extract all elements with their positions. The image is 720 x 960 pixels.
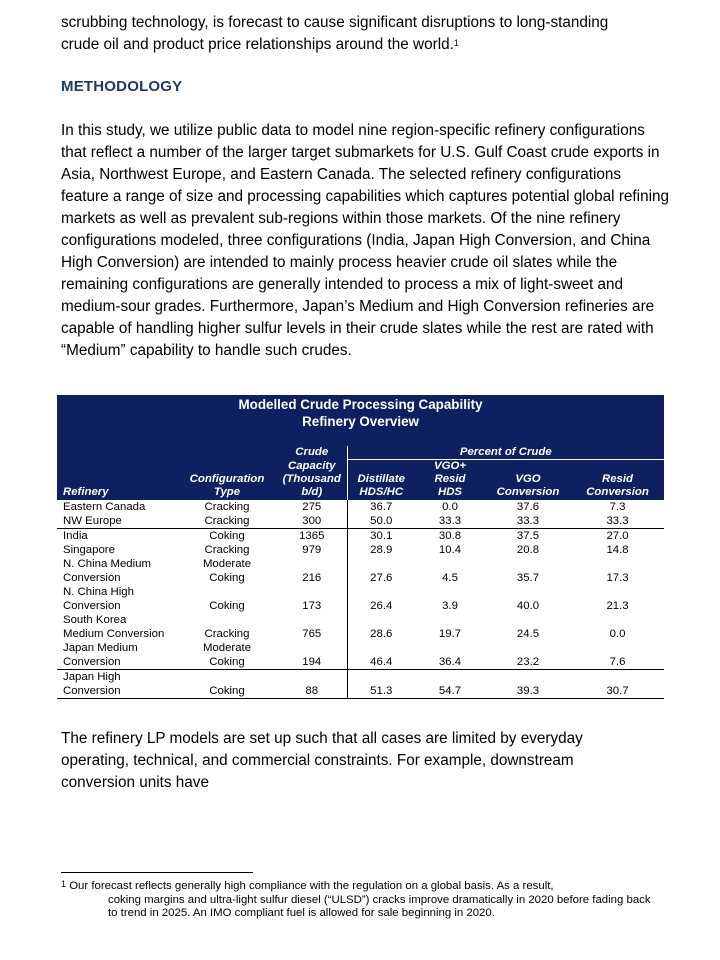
distillate-value: 26.4 [347,585,415,613]
configuration-type: Coking [177,529,277,544]
distillate-value: 28.9 [347,543,415,557]
vgo-resid-value: 30.8 [415,529,485,544]
intro-line-1: scrubbing technology, is forecast to cause significant disruptions to long-standing [61,14,609,31]
vgo-resid-value: 54.7 [415,670,485,699]
configuration-type: Coking [209,600,245,612]
table-row [57,543,664,557]
refinery-name: N. China High Conversion [63,586,134,612]
vgo-conversion-value: 37.5 [485,529,571,544]
footnote-line-1: Our forecast reflects generally high compliance with the regulation on a global basis. As a result, [69,880,554,892]
vgo-resid-value: 33.3 [438,515,462,527]
header-vgo-conversion: VGO Conversion [485,460,571,501]
header-resid-conversion: Resid Conversion [571,460,664,501]
refinery-name: Eastern Canada [63,501,146,513]
after-table-paragraph: The refinery LP models are set up such that all cases are limited by everyday operating, technical, and commercial constraints. For example, downstream conversion units have [61,730,583,791]
refinery-name: Singapore [63,544,115,556]
header-crude: Crude [277,446,347,460]
refinery-name: Japan Medium Conversion [63,642,138,668]
configuration-type: Cracking [204,544,250,556]
crude-capacity: 765 [302,628,322,640]
table-title-line-2: Refinery Overview [302,414,419,429]
resid-conversion-value: 17.3 [606,572,629,584]
refinery-name: Japan High Conversion [57,670,177,699]
table-row [57,500,664,514]
resid-conversion-value: 7.3 [609,501,626,513]
footnote-continuation: coking margins and ultra-light sulfur diesel (“ULSD”) cracks improve dramatically in 2020 before fading back to trend in 2025. An IMO compliant fuel is allowed for sale beginning in 2020. [108,893,651,919]
vgo-resid-value: 4.5 [442,572,458,584]
header-distillate: Distillate HDS/HC [347,460,415,501]
configuration-type: Cracking [204,501,250,513]
header-configuration-type: Configuration Type [177,460,277,501]
vgo-conversion-value: 24.5 [516,628,540,640]
refinery-name: NW Europe [63,515,122,527]
vgo-conversion-value: 37.6 [516,501,540,513]
configuration-type: Moderate Coking [202,642,252,668]
refinery-name: N. China Medium Conversion [63,558,151,584]
vgo-resid-value: 0.0 [442,501,458,513]
crude-capacity: 275 [302,501,322,513]
intro-line-2: crude oil and product price relationships around the world. [61,36,454,53]
distillate-value: 51.3 [347,670,415,699]
resid-conversion-value: 27.0 [571,529,664,544]
resid-conversion-value: 33.3 [606,515,629,527]
vgo-conversion-value: 33.3 [516,515,540,527]
footnote-reference[interactable]: 1 [453,38,459,48]
distillate-value: 36.7 [347,500,415,514]
header-capacity: Capacity (Thousand b/d) [277,460,347,501]
footnote-divider [61,872,253,873]
crude-capacity: 1365 [277,529,347,544]
distillate-value: 30.1 [347,529,415,544]
footnote [61,880,651,921]
crude-capacity: 88 [277,670,347,699]
vgo-resid-value: 36.4 [438,656,462,668]
resid-conversion-value: 7.6 [609,656,626,668]
crude-capacity: 300 [302,515,322,527]
table-row [57,514,664,529]
refinery-overview-table [57,395,664,699]
vgo-conversion-value: 35.7 [516,572,540,584]
refinery-name: India [57,529,177,544]
configuration-type: Cracking [204,628,250,640]
header-refinery: Refinery [57,460,177,501]
distillate-value: 50.0 [347,514,415,529]
table-row [57,641,664,670]
configuration-type: Cracking [204,515,250,527]
table-row [57,585,664,613]
distillate-value: 46.4 [347,641,415,670]
vgo-conversion-value: 20.8 [516,544,540,556]
resid-conversion-value: 14.8 [606,544,629,556]
crude-capacity: 979 [302,544,322,556]
table-title [57,395,664,430]
resid-conversion-value: 0.0 [609,628,626,640]
vgo-resid-value: 3.9 [442,600,458,612]
table-title-line-1: Modelled Crude Processing Capability [238,397,483,412]
resid-conversion-value: 30.7 [571,670,664,699]
crude-capacity: 173 [302,600,322,612]
intro-paragraph [61,12,671,56]
table-row [57,613,664,641]
refinery-name: South Korea Medium Conversion [63,614,165,640]
methodology-paragraph: In this study, we utilize public data to model nine region-specific refinery configurations that reflect a number of the larger target submarkets for U.S. Gulf Coast crude exports in Asia, Northwest Europe, and Eastern Canada. The selected refinery configurations feature a range of size and processing capabilities which captures potential global refining markets as well as prevalent sub-regions within those markets. Of the nine refinery configurations modeled, three configurations (India, Japan High Conversion, and China High Conversion) are intended to mainly process heavier crude oil slates while the remaining configurations are generally intended to process a mix of light-sweet and medium-sour grades. Furthermore, Japan’s Medium and High Conversion refineries are capable of handling higher sulfur levels in their crude slates while the rest are rated with “Medium” capability to handle such crudes. [61,122,669,359]
distillate-value: 28.6 [347,613,415,641]
distillate-value: 27.6 [347,557,415,585]
table-row [57,557,664,585]
configuration-type: Moderate Coking [202,558,252,584]
table-row [57,529,664,544]
vgo-resid-value: 10.4 [438,544,462,556]
section-heading: METHODOLOGY [61,78,183,95]
resid-conversion-value: 21.3 [606,600,629,612]
vgo-conversion-value: 39.3 [485,670,571,699]
header-vgo-resid-hds: VGO+ Resid HDS [415,460,485,501]
crude-capacity: 194 [302,656,322,668]
header-percent-of-crude: Percent of Crude [347,446,664,460]
vgo-resid-value: 19.7 [438,628,462,640]
vgo-conversion-value: 40.0 [516,600,540,612]
table-row [57,670,664,699]
crude-capacity: 216 [302,572,322,584]
vgo-conversion-value: 23.2 [516,656,540,668]
configuration-type: Coking [177,670,277,699]
footnote-marker: 1 [61,879,67,889]
